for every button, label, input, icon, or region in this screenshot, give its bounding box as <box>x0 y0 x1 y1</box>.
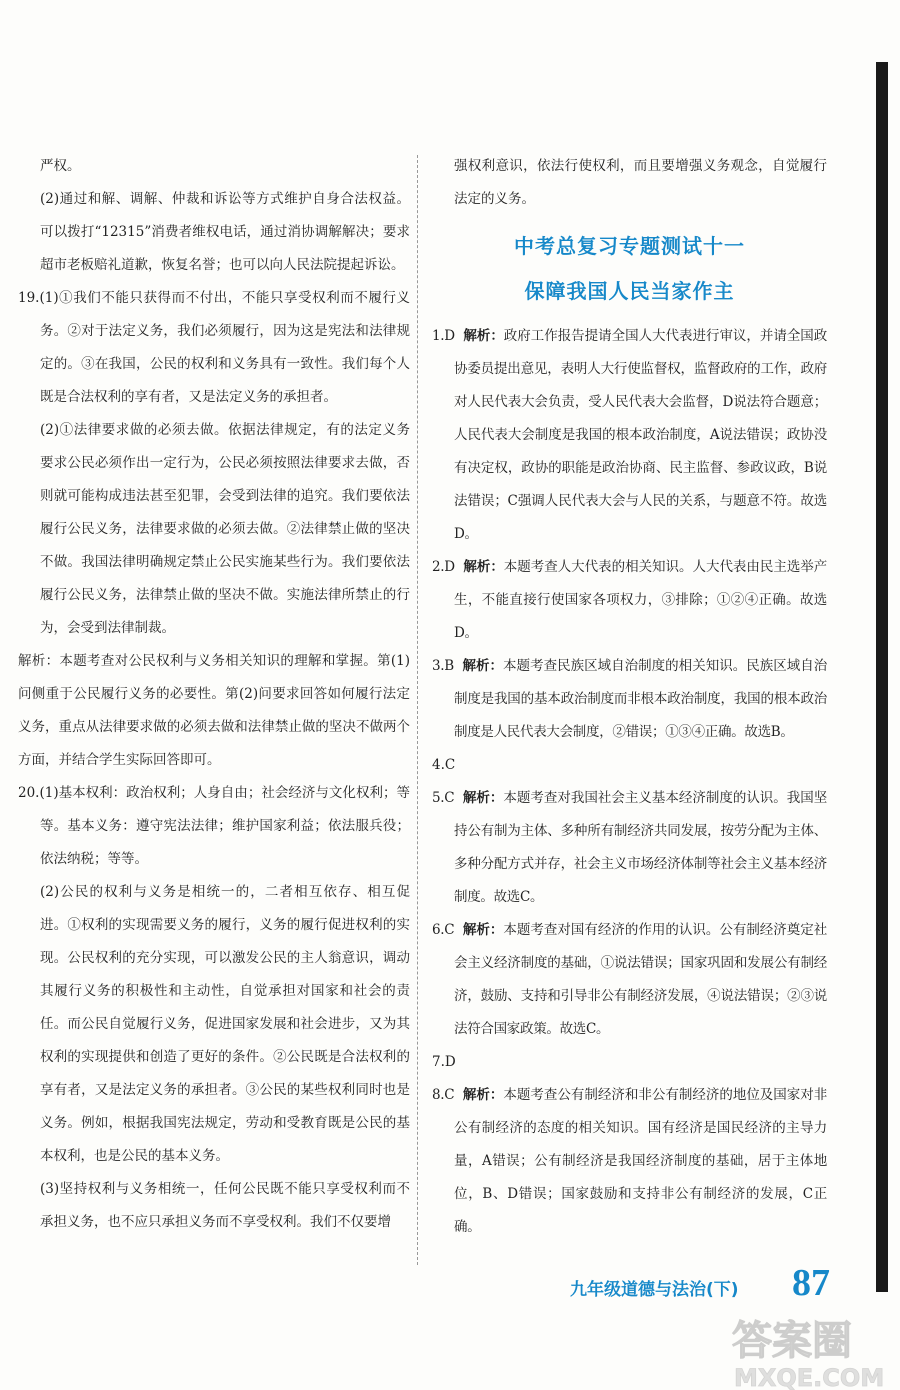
answer-item <box>432 1079 827 1244</box>
answer-item <box>432 320 827 551</box>
answer-number: 6.C <box>432 922 455 938</box>
watermark-logo <box>728 1310 900 1390</box>
right-column <box>432 150 827 1244</box>
answer-text: 政府工作报告提请全国人大代表进行审议，并请全国政协委员提出意见，表明人大行使监督权，监督政府的工作，政府对人民代表大会负责，受人民代表大会监督，D说法符合题意；人民代表大会制度是我国的根本政治制度，A说法错误；政协没有决定权，政协的职能是政治协商、民主监督、参政议政，B说法错误；C强调人民代表大会与人民的关系，与题意不符。故选D。 <box>454 328 827 542</box>
svg-text:答案圈: 答案圈 <box>732 1318 852 1364</box>
answer-number: 2.D <box>432 559 455 575</box>
answer-text: 本题考查对我国社会主义基本经济制度的认识。我国坚持公有制为主体、多种所有制经济共同发展，按劳分配为主体、多种分配方式并存，社会主义市场经济体制等社会主义基本经济制度。故选C。 <box>454 790 827 905</box>
section-subtitle: 保障我国人民当家作主 <box>524 279 735 303</box>
answer-text: 本题考查人大代表的相关知识。人大代表由民主选举产生，不能直接行使国家各项权力，③排除；①②④正确。故选D。 <box>454 559 827 641</box>
analysis-label: 解析： <box>462 922 504 938</box>
analysis-label: 解析： <box>463 328 504 344</box>
answer-number: 7.D <box>432 1054 456 1070</box>
analysis-label: 解析： <box>462 658 504 674</box>
answer-item <box>432 551 827 650</box>
answer-number: 5.C <box>432 790 455 806</box>
answer-number: 1.D <box>432 328 455 344</box>
answer-item <box>432 650 827 749</box>
answer-item <box>432 782 827 914</box>
answer-20-2: (2)公民的权利与义务是相统一的，二者相互依存、相互促进。①权利的实现需要义务的履行，义务的履行促进权利的实现。公民权利的充分实现，可以激发公民的主人翁意识，调动其履行义务的积极性和主动性，自觉承担对国家和社会的责任。而公民自觉履行义务，促进国家发展和社会进步，又为其权利的实现提供和创造了更好的条件。②公民既是合法权利的享有者，又是法定义务的承担者。③公民的某些权利同时也是义务。例如，根据我国宪法规定，劳动和受教育既是公民的基本权利，也是公民的基本义务。 <box>40 884 410 1164</box>
answer-19-1: 19.(1)①我们不能只获得而不付出，不能只享受权利而不履行义务。②对于法定义务，我们必须履行，因为这是宪法和法律规定的。③在我国，公民的权利和义务具有一致性。我们每个人既是合法权利的享有者，又是法定义务的承担者。 <box>18 290 410 405</box>
answer-number: 8.C <box>432 1087 455 1103</box>
analysis-label: 解析： <box>462 1087 504 1103</box>
answer-20-3: (3)坚持权利与义务相统一，任何公民既不能只享受权利而不承担义务，也不应只承担义务而不享受权利。我们不仅要增 <box>40 1181 410 1230</box>
watermark-logo-icon <box>728 1310 900 1390</box>
page-footer <box>570 1255 830 1305</box>
answer-19-2: (2)①法律要求做的必须去做。依据法律规定，有的法定义务要求公民必须作出一定行为，公民必须按照法律要求去做，否则就可能构成违法甚至犯罪，会受到法律的追究。我们要依法履行公民义务，法律要求做的必须去做。②法律禁止做的坚决不做。我国法律明确规定禁止公民实施某些行为。我们要依法履行公民义务，法律禁止做的坚决不做。实施法律所禁止的行为，会受到法律制裁。 <box>40 422 410 636</box>
analysis-label: 解析： <box>462 790 504 806</box>
column-divider <box>417 155 418 1265</box>
subject-label: 九年级道德与法治(下) <box>570 1280 739 1300</box>
section-title: 中考总复习专题测试十一 <box>514 234 745 258</box>
answer-18-2: (2)通过和解、调解、仲裁和诉讼等方式维护自身合法权益。可以拨打“12315”消费者维权电话，通过消协调解解决；要求超市老板赔礼道歉，恢复名誉；也可以向人民法院提起诉讼。 <box>40 191 410 273</box>
analysis-19: 解析：本题考查对公民权利与义务相关知识的理解和掌握。第(1)问侧重于公民履行义务的必要性。第(2)问要求回答如何履行法定义务，重点从法律要求做的必须去做和法律禁止做的坚决不做两个方面，并结合学生实际回答即可。 <box>18 653 410 768</box>
left-column <box>18 150 410 1239</box>
answer-item <box>432 914 827 1046</box>
answer-number: 3.B <box>432 658 454 674</box>
answer-20-3-continued: 强权利意识，依法行使权利，而且要增强义务观念，自觉履行法定的义务。 <box>454 158 827 207</box>
answer-20-1: 20.(1)基本权利：政治权利；人身自由；社会经济与文化权利；等等。基本义务：遵守宪法法律；维护国家利益；依法服兵役；依法纳税；等等。 <box>18 785 410 867</box>
answer-text: 本题考查公有制经济和非公有制经济的地位及国家对非公有制经济的态度的相关知识。国有经济是国民经济的主导力量，A错误；公有制经济是我国经济制度的基础，居于主体地位，B、D错误；国家鼓励和支持非公有制经济的发展，C正确。 <box>454 1087 827 1235</box>
analysis-label: 解析： <box>463 559 504 575</box>
answer-text: 本题考查民族区域自治制度的相关知识。民族区域自治制度是我国的基本政治制度而非根本政治制度，我国的根本政治制度是人民代表大会制度，②错误；①③④正确。故选B。 <box>454 658 827 740</box>
page-number: 87 <box>792 1262 830 1304</box>
answer-item <box>432 1046 827 1079</box>
page-edge-bar <box>876 62 888 1292</box>
answer-18-1-continued: 严权。 <box>40 158 81 174</box>
answer-item <box>432 749 827 782</box>
answer-text: 本题考查对国有经济的作用的认识。公有制经济奠定社会主义经济制度的基础，①说法错误；国家巩固和发展公有制经济，鼓励、支持和引导非公有制经济发展，④说法错误；②③说法符合国家政策。故选C。 <box>454 922 827 1037</box>
answer-number: 4.C <box>432 757 456 773</box>
svg-text:MXQE.COM: MXQE.COM <box>734 1364 885 1390</box>
